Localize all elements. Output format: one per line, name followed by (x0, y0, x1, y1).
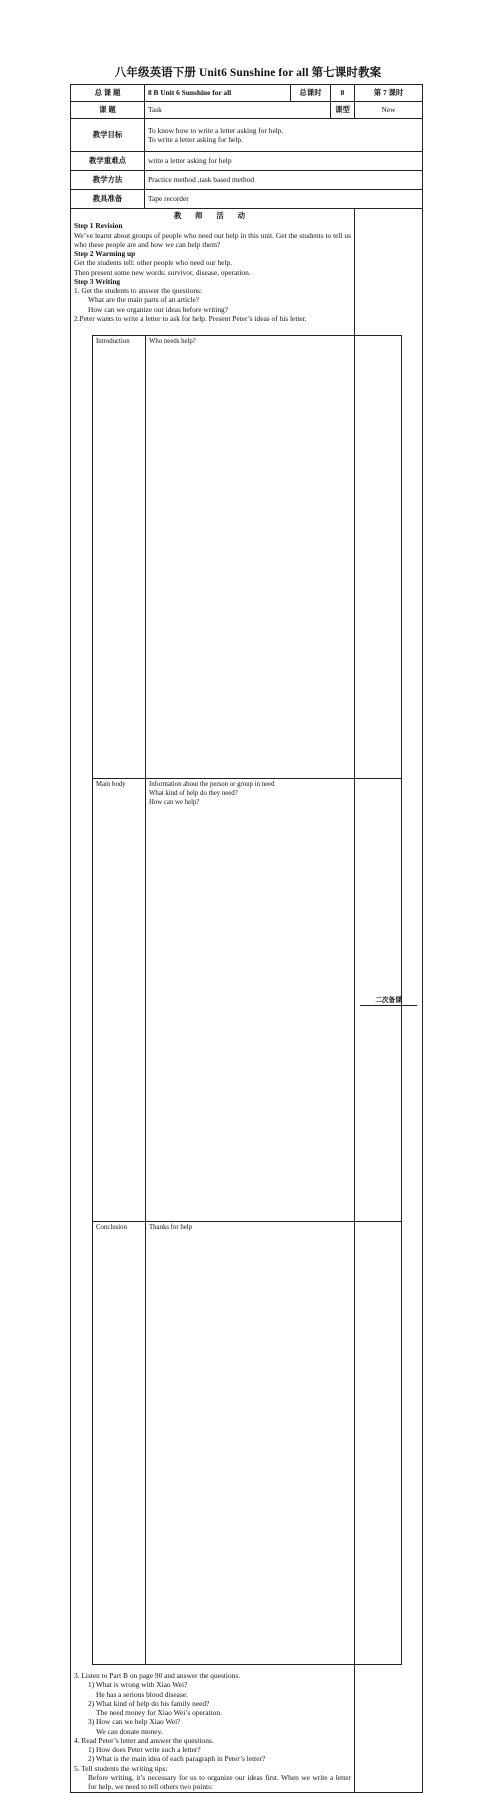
key-points-label: 教学重难点 (71, 152, 145, 171)
outline-label: Conclusion (93, 1222, 146, 1665)
answer: He has a serious blood disease. (96, 1689, 188, 1699)
methods-row (71, 171, 423, 190)
key-points-row (71, 152, 423, 171)
goal-line: To know how to write a letter asking for help. (148, 125, 284, 135)
step-text: Get the students tell: other people who need our help. (74, 258, 233, 268)
question: How can we organize our ideas before writing? (88, 304, 229, 314)
header-row-2 (71, 102, 423, 119)
step-title: Step 3 Writing (74, 276, 121, 286)
lesson-plan-table (70, 84, 423, 1793)
aids-value: Tape recorder (145, 190, 423, 209)
goals-label: 教学目标 (71, 119, 145, 152)
type-value: New (355, 102, 423, 119)
total-hours-label: 总课时 (291, 85, 331, 102)
step-title: Step 2 Warming up (74, 249, 136, 258)
period-label: 第 7 课时 (355, 85, 423, 102)
second-prep-cell (355, 209, 423, 1793)
step-item: 2.Peter wants to write a letter to ask for help. Present Peter’s ideas of his letter. (74, 313, 307, 323)
activity-row (71, 209, 423, 1793)
outline-label: Main body (93, 779, 146, 1222)
aids-label: 教具准备 (71, 190, 145, 209)
outline-line: Information about the person or group in need (149, 781, 275, 788)
question: 2) What is the main idea of each paragraph in Peter’s letter? (88, 1754, 266, 1764)
outline-line: What kind of help do they need? (149, 790, 238, 798)
goals-content (145, 119, 423, 152)
step-item: 3. Listen to Part B on page 90 and answer the questions. (74, 1671, 241, 1680)
step-item: 1. Get the students to answer the questions: (74, 286, 203, 295)
teacher-activity-cell (71, 209, 355, 1793)
outline-label: Introduction (93, 336, 146, 779)
page-title: 八年级英语下册 Unit6 Sunshine for all 第七课时教案 (114, 67, 382, 79)
outline-line: Who needs help? (149, 338, 196, 345)
aids-row (71, 190, 423, 209)
goals-row (71, 119, 423, 152)
outline-line: How can we help? (149, 799, 200, 807)
question: 1) What is wrong with Xiao Wei? (88, 1680, 188, 1690)
answer: We can donate money. (96, 1726, 163, 1736)
question: 1) How does Peter write such a letter? (88, 1745, 201, 1754)
step-item: 4. Read Peter’s letter and answer the questions. (74, 1735, 214, 1745)
total-hours-value: 8 (331, 85, 355, 102)
type-label: 课型 (331, 102, 355, 119)
total-topic-value: 8 B Unit 6 Sunshine for all (145, 85, 291, 102)
methods-label: 教学方法 (71, 171, 145, 190)
question: What are the main parts of an article? (88, 295, 200, 305)
step-title: Step 1 Revision (74, 221, 123, 231)
second-prep-label: 二次备课 (360, 995, 417, 1006)
topic-label: 课 题 (71, 102, 145, 119)
goal-line: To write a letter asking for help. (148, 135, 243, 144)
question: 3) How can we help Xiao Wei? (88, 1717, 181, 1727)
methods-value: Practice method ,task based method (145, 171, 423, 190)
step-item: 5. Tell students the writing tips: (74, 1763, 168, 1773)
key-points-value: write a letter asking for help (145, 152, 423, 171)
activity-heading: 教 师 活 动 (173, 211, 252, 220)
question: 2) What kind of help do his family need? (88, 1698, 210, 1708)
total-topic-label: 总 课 题 (71, 85, 145, 102)
step-text: Then present some new words: survivor, disease, operation. (74, 267, 251, 277)
tips-text: Before writing, it’s necessary for us to organize our ideas first. When we write a letter for help, we need to tell others two points: (88, 1772, 351, 1791)
topic-value: Task (145, 102, 331, 119)
outline-line: Thanks for help (149, 1224, 193, 1231)
header-row-1 (71, 85, 423, 102)
answer: The need money for Xiao Wei’s operation. (96, 1708, 222, 1717)
step-text: We’ve learnt about groups of people who need our help in this unit. Get the students to tell us who these people are and how we can help them? (74, 230, 351, 249)
